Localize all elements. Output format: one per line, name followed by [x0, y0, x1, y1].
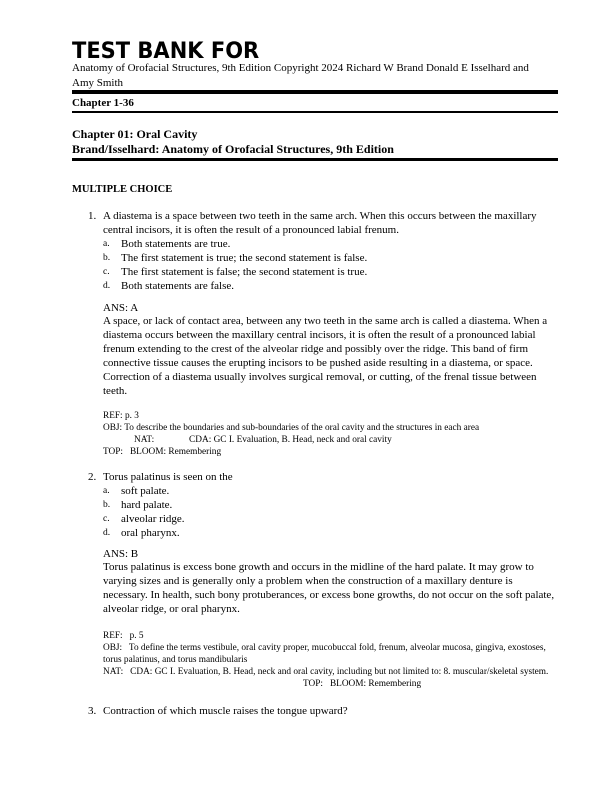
question-text: Contraction of which muscle raises the tongue upward? [103, 705, 348, 717]
meta-nat: NAT: CDA: GC I. Evaluation, B. Head, neck and oral cavity, including but not limited to: 8. muscular/skeletal system. [103, 667, 549, 677]
meta-ref: REF: p. 3 [103, 411, 139, 421]
meta-obj: OBJ: To describe the boundaries and sub-boundaries of the oral cavity and the structures in each area [103, 423, 480, 433]
choice-letter: d. [103, 281, 111, 291]
book-subtitle: Anatomy of Orofacial Structures, 9th Edition Copyright 2024 Richard W Brand Donald E Isselhard and Amy Smith [72, 62, 529, 89]
meta-nat: NAT: CDA: GC I. Evaluation, B. Head, neck and oral cavity [134, 435, 392, 445]
choice-text: Both statements are false. [121, 280, 235, 292]
choice-text: The first statement is false; the second statement is true. [121, 266, 368, 278]
meta-obj: OBJ: To define the terms vestibule, oral cavity proper, mucobuccal fold, frenum, alveolar mucosa, gingiva, exostoses, torus palatinus, and torus mandibularis [103, 643, 549, 665]
chapter-range: Chapter 1-36 [72, 97, 134, 109]
answer-rationale: A space, or lack of contact area, between any two teeth in the same arch is called a diastema. When a diastema occurs between the maxillary central incisors, it is often the result of a pronounced labial frenum extending to the crest of the alveolar ridge and possibly over the ridge. This band of firm connective tissue causes the erupting incisors to be pushed aside resulting in a diastema, or space. Correction of a diastema usually involves surgical removal, or cutting, of the frenal tissue between teeth. [103, 315, 548, 397]
choice-text: Both statements are true. [121, 238, 231, 250]
choice-text: soft palate. [121, 485, 170, 497]
meta-top: TOP: BLOOM: Remembering [303, 679, 422, 689]
question-text: A diastema is a space between two teeth in the same arch. When this occurs between the maxillary central incisors, it is often the result of a pronounced labial frenum. [103, 210, 537, 236]
chapter-rule [72, 158, 558, 161]
meta-top: TOP: BLOOM: Remembering [103, 447, 222, 457]
choice-text: alveolar ridge. [121, 513, 185, 525]
question-3 [72, 704, 558, 724]
choice-letter: a. [103, 486, 110, 496]
chapter-source: Brand/Isselhard: Anatomy of Orofacial Structures, 9th Edition [72, 142, 394, 156]
choice-letter: b. [103, 500, 111, 510]
question-number: 2. [88, 471, 97, 483]
chapter-heading [72, 127, 394, 157]
choice-letter: d. [103, 528, 111, 538]
header-rule-thin [72, 111, 558, 113]
answer-key: ANS: B [103, 548, 139, 560]
choice-letter: b. [103, 253, 111, 263]
choice-letter: a. [103, 239, 110, 249]
brand-heading: TEST BANK FOR [72, 38, 260, 64]
question-number: 1. [88, 210, 97, 222]
header-rule-thick [72, 90, 558, 94]
answer-meta [103, 630, 558, 689]
question-text: Torus palatinus is seen on the [103, 471, 233, 483]
answer-rationale: Torus palatinus is excess bone growth and occurs in the midline of the hard palate. It may grow to varying sizes and is generally only a problem when the construction of a maxillary denture is necessary. In health, such bony protuberances, or excess bone growths, do not occur on the soft palate, alveolar ridge, or oral pharynx. [103, 561, 555, 615]
chapter-title: Chapter 01: Oral Cavity [72, 127, 198, 141]
answer-meta [103, 410, 558, 458]
answer-key: ANS: A [103, 302, 139, 314]
choice-text: hard palate. [121, 499, 173, 511]
meta-ref: REF: p. 5 [103, 631, 144, 641]
meta-nat-top [103, 666, 558, 689]
question-number: 3. [88, 705, 97, 717]
choice-text: oral pharynx. [121, 527, 180, 539]
question-1 [72, 209, 558, 459]
section-title: MULTIPLE CHOICE [72, 184, 173, 195]
question-2 [72, 470, 558, 695]
choice-text: The first statement is true; the second statement is false. [121, 252, 368, 264]
choice-letter: c. [103, 514, 110, 524]
choice-letter: c. [103, 267, 110, 277]
